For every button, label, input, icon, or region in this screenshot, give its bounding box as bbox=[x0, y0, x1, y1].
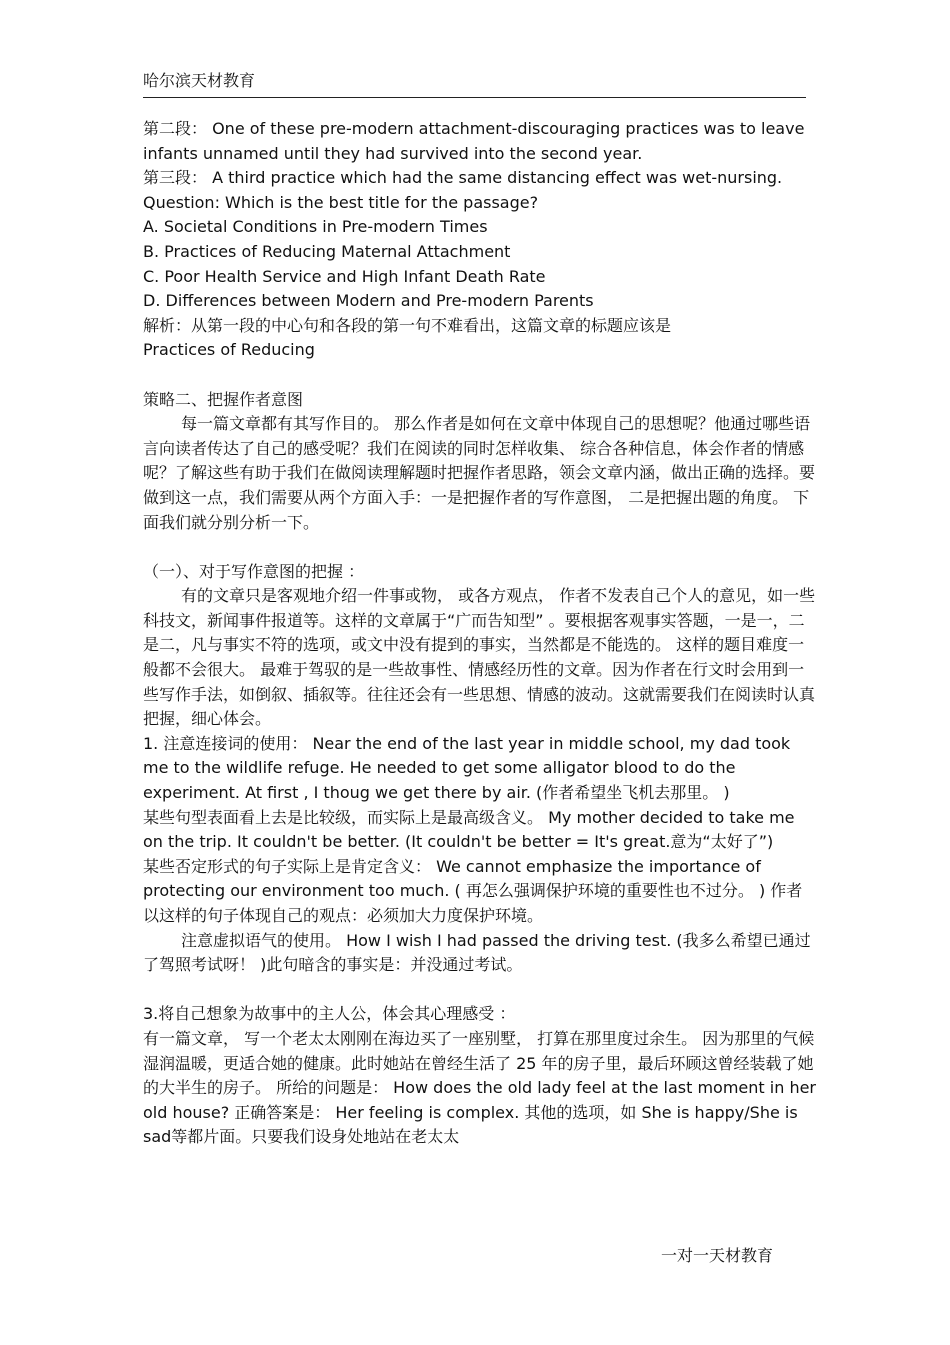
comparative-note: 某些句型表面看上去是比较级，而实际上是最高级含义。 My mother decided to take me on the trip. It couldn't be better. (It couldn't be better = It's great.意为“太好了”) bbox=[143, 807, 795, 852]
header-title: 哈尔滨天材教育 bbox=[143, 71, 256, 90]
analysis-text: 解析：从第一段的中心句和各段的第一句不难看出，这篇文章的标题应该是 bbox=[143, 315, 672, 335]
section-heading-1: （一）、对于写作意图的把握 ： bbox=[143, 561, 365, 581]
negative-note: 某些否定形式的句子实际上是肯定含义： We cannot emphasize the importance of protecting our environment too much. ( 再怎么强调保护环境的重要性也不过分。 ) 作者以这样的句子体现自己的观点：必须加大力度保护环境。 bbox=[143, 856, 803, 925]
page-header bbox=[143, 70, 806, 98]
spacer bbox=[143, 978, 818, 1003]
strategy-heading: 策略二、把握作者意图 bbox=[143, 389, 304, 409]
paragraph-3-quote: 第三段： A third practice which had the same distancing effect was wet-nursing. bbox=[143, 168, 783, 188]
point-3-heading: 3.将自己想象为故事中的主人公，体会其心理感受 ： bbox=[143, 1004, 516, 1024]
question-text: Question: Which is the best title for the passage? bbox=[143, 192, 539, 212]
point-3-paragraph: 有一篇文章， 写一个老太太刚刚在海边买了一座别墅， 打算在那里度过余生。 因为那里的气候湿润温暖，更适合她的健康。此时她站在曾经生活了 25 年的房子里，最后环顾这曾经装载了她的大半生的房子。 所给的问题是： How does the old lady feel at the last moment in her old house? 正确答案是： Her feeling is complex. 其他的选项，如 She is happy/She is sad等都片面。只要我们设身处地站在老太太 bbox=[143, 1028, 817, 1147]
option-b: B. Practices of Reducing Maternal Attachment bbox=[143, 241, 511, 261]
option-a: A. Societal Conditions in Pre-modern Times bbox=[143, 217, 488, 237]
spacer bbox=[143, 535, 818, 560]
option-d: D. Differences between Modern and Pre-modern Parents bbox=[143, 291, 594, 311]
document-body bbox=[143, 117, 818, 1150]
option-c: C. Poor Health Service and High Infant Death Rate bbox=[143, 266, 546, 286]
footer-text: 一对一天材教育 bbox=[661, 1246, 774, 1265]
strategy-paragraph: 每一篇文章都有其写作目的。 那么作者是如何在文章中体现自己的思想呢？他通过哪些语言向读者传达了自己的感受呢？我们在阅读的同时怎样收集、 综合各种信息，体会作者的情感呢？了解这些有助于我们在做阅读理解题时把握作者思路，领会文章内涵，做出正确的选择。要做到这一点，我们需要从两个方面入手：一是把握作者的写作意图， 二是把握出题的角度。 下面我们就分别分析一下。 bbox=[143, 414, 816, 532]
analysis-answer: Practices of Reducing bbox=[143, 340, 315, 360]
spacer bbox=[143, 363, 818, 388]
section-paragraph: 有的文章只是客观地介绍一件事或物， 或各方观点， 作者不发表自己个人的意见，如一些科技文，新闻事件报道等。这样的文章属于“广而告知型” 。要根据客观事实答题，一是一，二是二，凡与事实不符的选项，或文中没有提到的事实，当然都是不能选的。 这样的题目难度一般都不会很大。 最难于驾驭的是一些故事性、情感经历性的文章。因为作者在行文时会用到一些写作手法，如倒叙、插叙等。往往还会有一些思想、情感的波动。这就需要我们在阅读时认真把握，细心体会。 bbox=[143, 586, 816, 729]
point-1: 1. 注意连接词的使用： Near the end of the last year in middle school, my dad took me to the wildlife refuge. He needed to get some alligator blood to do the experiment. At first , I thoug we get there by air. (作者希望坐飞机去那里。 ) bbox=[143, 733, 791, 803]
page-footer bbox=[661, 1245, 773, 1267]
subjunctive-note: 注意虚拟语气的使用。 How I wish I had passed the driving test. (我多么希望已通过了驾照考试呀！ )此句暗含的事实是：并没通过考试。 bbox=[143, 930, 811, 975]
paragraph-2-quote: 第二段： One of these pre-modern attachment-discouraging practices was to leave infants unnamed until they had survived into the second year. bbox=[143, 119, 805, 163]
